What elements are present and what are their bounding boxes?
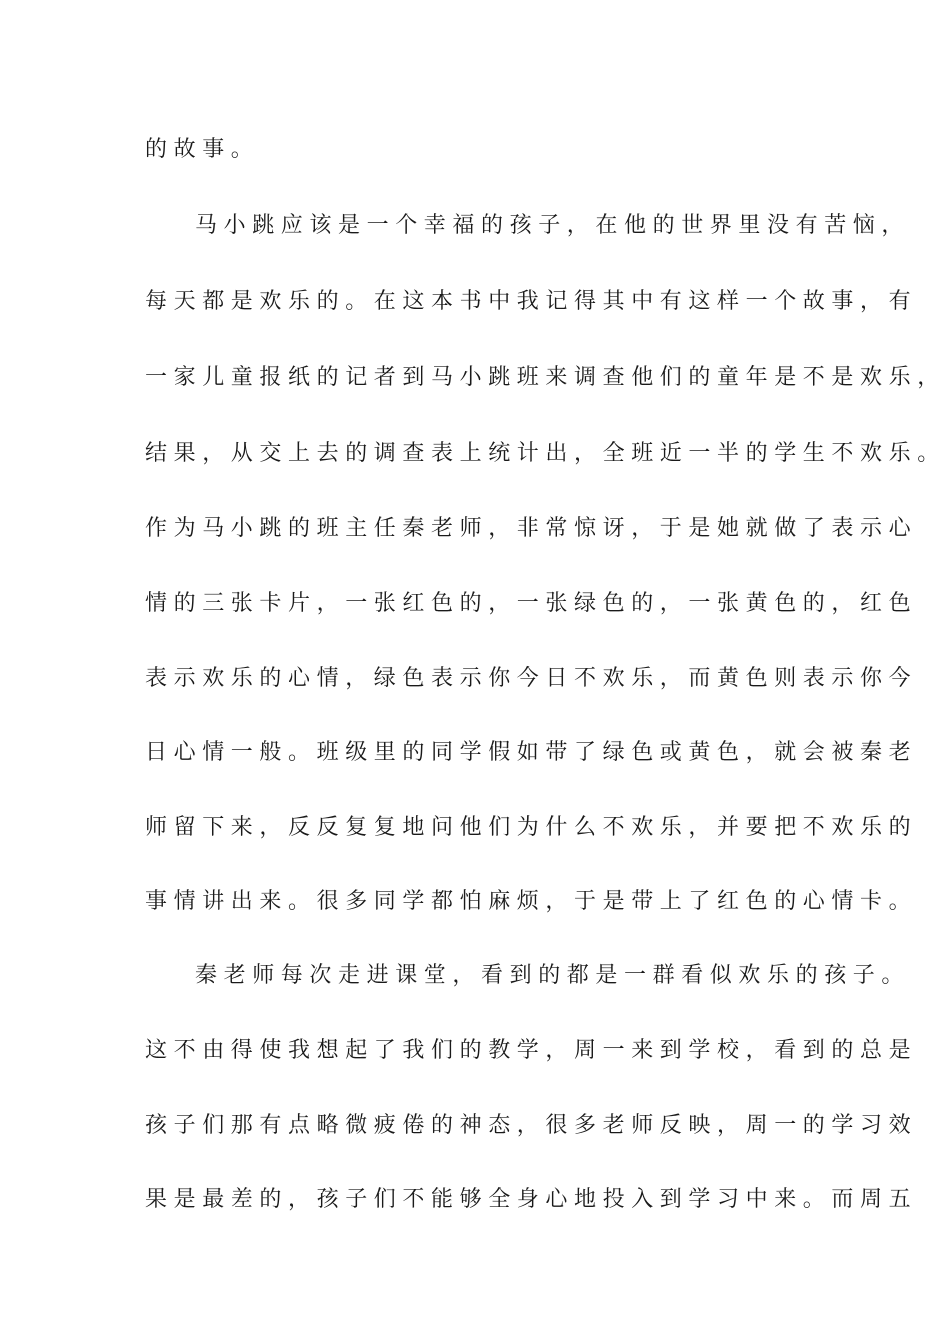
text-line: 情的三张卡片，一张红色的，一张绿色的，一张黄色的，红色 bbox=[145, 591, 918, 616]
text-line: 这不由得使我想起了我们的教学，周一来到学校，看到的总是 bbox=[145, 1038, 918, 1063]
paragraph-start-line: 秦老师每次走进课堂，看到的都是一群看似欢乐的孩子。 bbox=[195, 963, 911, 988]
text-line: 孩子们那有点略微疲倦的神态，很多老师反映，周一的学习效 bbox=[145, 1113, 918, 1138]
text-line: 结果，从交上去的调查表上统计出，全班近一半的学生不欢乐。 bbox=[145, 441, 946, 466]
text-line: 的故事。 bbox=[145, 137, 260, 162]
text-line: 每天都是欢乐的。在这本书中我记得其中有这样一个故事，有 bbox=[145, 289, 918, 314]
text-line: 果是最差的，孩子们不能够全身心地投入到学习中来。而周五 bbox=[145, 1187, 918, 1212]
text-line: 日心情一般。班级里的同学假如带了绿色或黄色，就会被秦老 bbox=[145, 740, 918, 765]
text-line: 表示欢乐的心情，绿色表示你今日不欢乐，而黄色则表示你今 bbox=[145, 666, 918, 691]
paragraph-start-line: 马小跳应该是一个幸福的孩子，在他的世界里没有苦恼， bbox=[195, 213, 911, 238]
text-line: 一家儿童报纸的记者到马小跳班来调查他们的童年是不是欢乐， bbox=[145, 365, 946, 390]
text-line: 事情讲出来。很多同学都怕麻烦，于是带上了红色的心情卡。 bbox=[145, 889, 918, 914]
text-line: 作为马小跳的班主任秦老师，非常惊讶，于是她就做了表示心 bbox=[145, 516, 918, 541]
text-line: 师留下来，反反复复地问他们为什么不欢乐，并要把不欢乐的 bbox=[145, 815, 918, 840]
